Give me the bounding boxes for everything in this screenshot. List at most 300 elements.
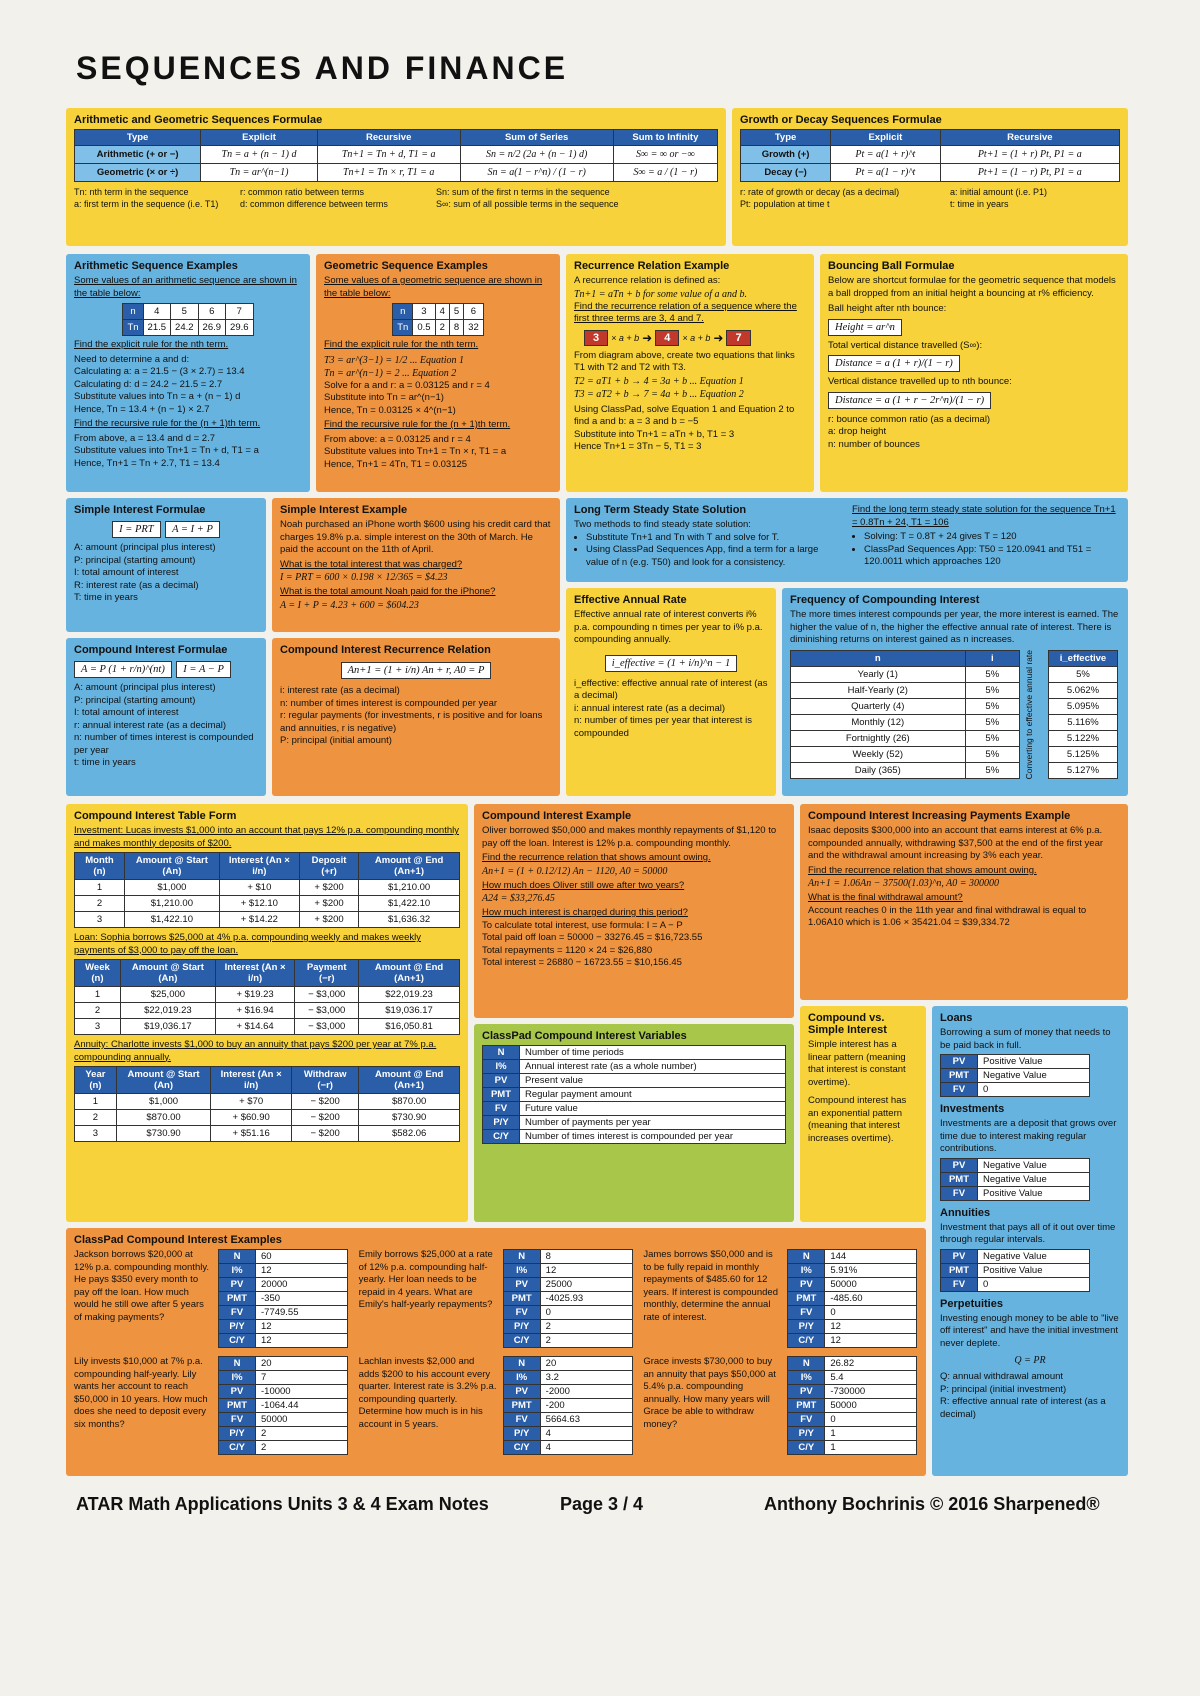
td: + $60.90	[211, 1110, 292, 1126]
kv-val: 12	[825, 1334, 917, 1348]
text-line: Hence Tn+1 = 3Tn − 5, T1 = 3	[574, 441, 702, 452]
var-desc: Number of payments per year	[520, 1116, 786, 1130]
kv-key: PMT	[941, 1172, 978, 1186]
frequency-card	[782, 588, 1128, 796]
kv-val: -350	[256, 1292, 348, 1306]
effective-rate-table	[1048, 650, 1118, 779]
freq-cell: Weekly (52)	[791, 746, 966, 762]
scenario-text: Annuity: Charlotte invests $1,000 to buy an annuity that pays $200 per year at 7% p.a. compounding annually.	[74, 1039, 437, 1063]
th: Withdraw (−r)	[292, 1067, 359, 1094]
cell: 5	[171, 304, 199, 320]
example-text: Emily borrows $25,000 at a rate of 12% p.a. compounding half-yearly. Her loan needs to be repaid in 4 years. What are Emily's half-yearly repayments?	[358, 1249, 493, 1310]
kv-key: PV	[941, 1055, 978, 1069]
kv-key: N	[219, 1250, 256, 1264]
arith-examples-heading: Arithmetic Sequence Examples	[74, 260, 238, 272]
working-line: Substitute values into Tn+1 = Tn × r, T1 = a	[324, 446, 507, 457]
th: Amount @ Start (An)	[124, 853, 219, 880]
question: Find the long term steady state solution for the sequence Tn+1 = 0.8Tn + 24, T1 = 106	[852, 504, 1116, 528]
intro-text: Some values of an arithmetic sequence are shown in the table below:	[74, 275, 297, 299]
answer-item: • Solving: T = 0.8T + 24 gives T = 120	[864, 531, 1120, 544]
working-line: Substitute values into Tn = a + (n − 1) d	[74, 391, 241, 402]
values-table	[122, 303, 253, 336]
annuities-heading: Annuities	[940, 1206, 991, 1219]
answer: An+1 = (1 + 0.12/12) An − 1120, A0 = 50000	[482, 865, 668, 877]
text-line: Tn+1 = aTn + b for some value of a and b.	[574, 288, 748, 300]
frequency-table	[790, 650, 1020, 779]
investments-text: Investments are a deposit that grows over time due to interest making regular contributions.	[940, 1118, 1117, 1154]
kv-key: PV	[788, 1278, 825, 1292]
td: 1	[75, 1094, 117, 1110]
question: Find the recursive rule for the (n + 1)th term.	[74, 418, 261, 429]
kv-key: I%	[788, 1371, 825, 1385]
kv-key: PV	[503, 1278, 540, 1292]
row-type: Decay (−)	[741, 164, 831, 182]
legend-item: d: common difference between terms	[240, 199, 388, 209]
answer: Total paid off loan = 50000 − 33276.45 = $16,723.55	[482, 932, 703, 943]
recurrence-heading: Recurrence Relation Example	[574, 260, 730, 272]
working-line: Calculating a: a = 21.5 − (3 × 2.7) = 13.4	[74, 366, 245, 377]
td: + $70	[211, 1094, 292, 1110]
legend-item: Q: annual withdrawal amount	[940, 1371, 1064, 1382]
growth-decay-card	[732, 108, 1128, 246]
kv-val: 0	[978, 1277, 1090, 1291]
kv-key: C/Y	[503, 1334, 540, 1348]
freq-cell: Fortnightly (26)	[791, 730, 966, 746]
simple-example-heading: Simple Interest Example	[280, 504, 408, 516]
arith-geo-formulae-card	[66, 108, 726, 246]
var-key: PMT	[483, 1088, 520, 1102]
kv-val: 12	[825, 1320, 917, 1334]
effective-formula: i_effective = (1 + i/n)^n − 1	[605, 655, 737, 672]
classpad-examples-heading: ClassPad Compound Interest Examples	[74, 1234, 282, 1246]
kv-val: 4	[540, 1441, 632, 1455]
cell: 7	[226, 304, 254, 320]
td: + $200	[299, 880, 358, 896]
kv-key: I%	[219, 1264, 256, 1278]
cell: n	[123, 304, 143, 320]
kv-val: 0	[825, 1306, 917, 1320]
td: + $14.64	[215, 1019, 295, 1035]
legend-item: r: common ratio between terms	[240, 187, 365, 197]
freq-cell: 5.125%	[1049, 746, 1118, 762]
row-explicit: Tn = a + (n − 1) d	[201, 146, 318, 164]
example-block	[359, 1249, 634, 1348]
formula-label: Ball height after nth bounce:	[828, 303, 947, 314]
kv-key: N	[219, 1357, 256, 1371]
question: What is the final withdrawal amount?	[808, 892, 963, 903]
example-text: Jackson borrows $20,000 at 12% p.a. compounding monthly. He pays $350 every month to pay off the loan. How much would he still owe after 5 years of making payments?	[74, 1249, 210, 1323]
legend-item: i: annual interest rate (as a decimal)	[574, 702, 726, 714]
td: $19,036.17	[120, 1019, 215, 1035]
working-line: Calculating d: d = 24.2 − 21.5 = 2.7	[74, 378, 223, 390]
recurrence-diagram	[584, 330, 806, 346]
annuities-table	[940, 1249, 1090, 1292]
kv-key: I%	[219, 1371, 256, 1385]
freq-cell: 5.095%	[1049, 698, 1118, 714]
loan-table	[74, 959, 460, 1035]
kv-val: 8	[540, 1250, 632, 1264]
var-desc: Number of time periods	[520, 1046, 786, 1060]
question: What is the total amount Noah paid for the iPhone?	[280, 586, 496, 597]
loans-text: Borrowing a sum of money that needs to be paid back in full.	[940, 1027, 1111, 1051]
kv-val: 12	[256, 1334, 348, 1348]
compound-vs-simple-card	[800, 1006, 926, 1222]
th: Year (n)	[75, 1067, 117, 1094]
legend-item: R: interest rate (as a decimal)	[74, 579, 199, 591]
loans-table	[940, 1054, 1090, 1097]
td: + $12.10	[219, 896, 299, 912]
perpetuities-text: Investing enough money to be able to "live off interest" and have the initial investment never deplete.	[940, 1312, 1119, 1349]
kv-key: C/Y	[788, 1441, 825, 1455]
td: $1,422.10	[124, 912, 219, 928]
kv-val: Negative Value	[978, 1249, 1090, 1263]
kv-val: Negative Value	[978, 1069, 1090, 1083]
td: $1,636.32	[359, 912, 460, 928]
row-inf: S∞ = a / (1 − r)	[613, 164, 717, 182]
recurrence-relation-card	[272, 638, 560, 796]
th: Week (n)	[75, 960, 121, 987]
answer: An+1 = 1.06An − 37500(1.03)^n, A0 = 300000	[808, 878, 1000, 889]
increasing-payments-card	[800, 804, 1128, 1000]
scenario-text: Investment: Lucas invests $1,000 into an account that pays 12% p.a. compounding monthly and makes monthly deposits of $200.	[74, 825, 459, 849]
legend-item: i: interest rate (as a decimal)	[280, 685, 400, 696]
cell: 5	[449, 304, 463, 320]
simple-amount-formula: A = I + P	[165, 521, 220, 538]
row-recursive: Pt+1 = (1 + r) Pt, P1 = a	[940, 146, 1119, 164]
text-line: T2 = aT1 + b → 4 = 3a + b ... Equation 1	[574, 375, 744, 387]
td: − $200	[292, 1126, 359, 1142]
kv-key: C/Y	[788, 1334, 825, 1348]
kv-key: I%	[788, 1264, 825, 1278]
recurrence-formula: An+1 = (1 + i/n) An + r, A0 = P	[341, 662, 492, 679]
var-key: PV	[483, 1074, 520, 1088]
kv-key: FV	[788, 1306, 825, 1320]
arrow-icon: ➜	[713, 330, 724, 345]
nth-distance-formula: Distance = a (1 + r − 2r^n)/(1 − r)	[828, 392, 991, 409]
kv-key: PMT	[941, 1069, 978, 1083]
perpetuity-formula: Q = PR	[1014, 1355, 1046, 1366]
cell: Tn	[393, 320, 413, 336]
freq-cell: Half-Yearly (2)	[791, 682, 966, 698]
arith-examples-card	[66, 254, 310, 492]
kv-key: I%	[503, 1264, 540, 1278]
kv-val: -4025.93	[540, 1292, 632, 1306]
example-block	[643, 1356, 918, 1455]
kv-val: -2000	[540, 1385, 632, 1399]
kv-key: N	[788, 1250, 825, 1264]
question: Find the recurrence relation of a sequence where the first three terms are 3, 4 and 7.	[574, 300, 797, 324]
steady-state-card	[566, 498, 1128, 582]
kv-val: Positive Value	[978, 1263, 1090, 1277]
kv-key: C/Y	[219, 1441, 256, 1455]
legend-item: P: principal (initial amount)	[280, 735, 392, 746]
row-explicit: Tn = ar^(n−1)	[201, 164, 318, 182]
cell: 24.2	[171, 320, 199, 336]
kv-val: 1	[825, 1441, 917, 1455]
simple-interest-formula: I = PRT	[112, 521, 161, 538]
classpad-examples-card	[66, 1228, 926, 1476]
kv-key: PMT	[788, 1292, 825, 1306]
question: Find the recurrence relation that shows amount owing.	[482, 852, 711, 863]
freq-cell: 5.122%	[1049, 730, 1118, 746]
kv-key: PV	[219, 1278, 256, 1292]
kv-val: 50000	[256, 1413, 348, 1427]
legend-item: P: principal (starting amount)	[74, 554, 196, 566]
td: 2	[75, 1110, 117, 1126]
row-explicit: Pt = a(1 + r)^t	[831, 146, 940, 164]
term-box: 3	[584, 330, 608, 346]
annuity-table	[74, 1066, 460, 1142]
kv-key: PMT	[503, 1292, 540, 1306]
td: + $200	[299, 896, 358, 912]
legend-item: Sn: sum of the first n terms in the sequence	[436, 187, 610, 197]
legend-item: n: number of bounces	[828, 438, 920, 450]
col-n: n	[791, 650, 966, 666]
example-values	[787, 1356, 917, 1455]
frequency-heading: Frequency of Compounding Interest	[790, 594, 980, 606]
term-box: 4	[655, 330, 679, 346]
kv-val: 2	[540, 1334, 632, 1348]
kv-key: N	[788, 1357, 825, 1371]
loans-card	[932, 1006, 1128, 1476]
row-sum: Sn = n/2 (2a + (n − 1) d)	[460, 146, 613, 164]
col-recursive: Recursive	[940, 130, 1119, 146]
kv-key: PMT	[219, 1399, 256, 1413]
td: − $3,000	[295, 1019, 359, 1035]
row-type: Arithmetic (+ or −)	[75, 146, 201, 164]
kv-key: FV	[941, 1277, 978, 1291]
kv-key: PMT	[503, 1399, 540, 1413]
arrow-label: × a + b	[611, 332, 640, 343]
td: $19,036.17	[359, 1003, 460, 1019]
scenario-text: Loan: Sophia borrows $25,000 at 4% p.a. compounding weekly and makes weekly payments of $3,000 to pay off the loan.	[74, 932, 421, 956]
col-type: Type	[741, 130, 831, 146]
row-inf: S∞ = ∞ or −∞	[613, 146, 717, 164]
freq-cell: 5%	[965, 698, 1019, 714]
th: Deposit (+r)	[299, 853, 358, 880]
question: Find the explicit rule for the nth term.	[74, 339, 229, 350]
classpad-vars-table	[482, 1045, 786, 1144]
kv-key: PV	[503, 1385, 540, 1399]
legend-item: A: amount (principal plus interest)	[74, 542, 216, 553]
arith-geo-heading: Arithmetic and Geometric Sequences Formulae	[74, 114, 323, 126]
answer: Total repayments = 1120 × 24 = $26,880	[482, 944, 653, 956]
cvs-text: Compound interest has an exponential pattern (meaning that interest increases overtime).	[808, 1095, 907, 1144]
method-item: • Using ClassPad Sequences App, find a term for a large value of n (e.g. T50) and look for a consistency.	[586, 544, 842, 569]
frequency-text: The more times interest compounds per year, the more interest is earned. The higher the value of n, the higher the effective annual rate of interest. There is diminishing returns on interest gained as n increases.	[790, 609, 1119, 645]
annuities-text: Investment that pays all of it out over time through regular intervals.	[940, 1221, 1116, 1245]
row-type: Growth (+)	[741, 146, 831, 164]
legend-item: i_effective: effective annual rate of interest (as a decimal)	[574, 677, 768, 701]
example-block	[74, 1356, 349, 1455]
kv-key: P/Y	[788, 1427, 825, 1441]
table-form-card	[66, 804, 468, 1222]
legend-item: I: total amount of interest	[74, 567, 179, 578]
td: 3	[75, 1126, 117, 1142]
legend-item: I: total amount of interest	[74, 707, 179, 718]
kv-val: 25000	[540, 1278, 632, 1292]
formula-label: Total vertical distance travelled (S∞):	[828, 339, 983, 351]
kv-key: FV	[788, 1413, 825, 1427]
growth-decay-table	[740, 129, 1120, 182]
example-block	[74, 1249, 349, 1348]
th: Interest (An × i/n)	[211, 1067, 292, 1094]
investments-heading: Investments	[940, 1103, 1005, 1115]
example-block	[643, 1249, 918, 1348]
kv-val: -1064.44	[256, 1399, 348, 1413]
intro-text: Some values of a geometric sequence are shown in the table below:	[324, 275, 543, 299]
th: Interest (An × i/n)	[219, 853, 299, 880]
kv-val: 2	[256, 1441, 348, 1455]
text-line: Using ClassPad, solve Equation 1 and Equation 2 to find a and b: a = 3 and b = −5	[574, 403, 795, 427]
freq-cell: 5.116%	[1049, 714, 1118, 730]
kv-key: PV	[941, 1158, 978, 1172]
simple-formula-heading: Simple Interest Formulae	[74, 504, 206, 516]
td: 2	[75, 896, 125, 912]
cell: 3	[413, 304, 435, 320]
method-item: • Substitute Tn+1 and Tn with T and solve for T.	[586, 532, 842, 545]
example-values	[503, 1356, 633, 1455]
kv-val: -200	[540, 1399, 632, 1413]
working-line: Hence, Tn+1 = Tn + 2.7, T1 = 13.4	[74, 457, 220, 469]
freq-cell: 5%	[965, 730, 1019, 746]
effective-text: Effective annual rate of interest converts i% p.a. compounding n times per year to i% p.a. compounding annually.	[574, 609, 763, 645]
example-block	[359, 1356, 634, 1455]
kv-val: Negative Value	[978, 1172, 1090, 1186]
legend-item: r: annual interest rate (as a decimal)	[74, 719, 227, 731]
td: + $200	[299, 912, 358, 928]
kv-val: 12	[256, 1264, 348, 1278]
legend-item: n: number of times interest is compounded per year	[74, 732, 254, 756]
var-desc: Present value	[520, 1074, 786, 1088]
td: 2	[75, 1003, 121, 1019]
question: Find the recurrence relation that shows amount owing.	[808, 864, 1037, 876]
kv-val: 50000	[825, 1278, 917, 1292]
kv-val: 12	[540, 1264, 632, 1278]
kv-key: N	[503, 1250, 540, 1264]
answer: A = I + P = 4.23 + 600 = $604.23	[280, 599, 419, 611]
bouncing-ball-card	[820, 254, 1128, 492]
simple-interest-formulae-card	[66, 498, 266, 632]
text-line: A recurrence relation is defined as:	[574, 275, 721, 286]
td: $1,000	[124, 880, 219, 896]
col-explicit: Explicit	[831, 130, 940, 146]
cell: 21.5	[143, 320, 171, 336]
legend-item: P: principal (starting amount)	[74, 694, 196, 706]
td: + $16.94	[215, 1003, 295, 1019]
term-box: 7	[726, 330, 750, 346]
td: $870.00	[116, 1110, 211, 1126]
classpad-vars-heading: ClassPad Compound Interest Variables	[482, 1030, 687, 1042]
kv-key: FV	[941, 1083, 978, 1097]
example-text: Grace invests $730,000 to buy an annuity that pays $50,000 at 5.4% p.a. compounding annually. How many years will Grace be able to withdraw money?	[643, 1356, 776, 1430]
total-distance-formula: Distance = a (1 + r)/(1 − r)	[828, 355, 960, 372]
legend-item: a: initial amount (i.e. P1)	[950, 187, 1048, 197]
working-line: T3 = ar^(3−1) = 1/2 ... Equation 1	[324, 354, 465, 366]
compound-formula-heading: Compound Interest Formulae	[74, 644, 228, 656]
kv-key: PMT	[788, 1399, 825, 1413]
kv-key: P/Y	[219, 1427, 256, 1441]
legend-item: S∞: sum of all possible terms in the sequence	[436, 199, 619, 209]
example-text: James borrows $50,000 and is to be fully repaid in monthly repayments of $485.60 for 12 years. If interest is compounded monthly, determine the annual rate of interest.	[643, 1249, 778, 1323]
page-title: SEQUENCES AND FINANCE	[76, 50, 569, 86]
investments-table	[940, 1158, 1090, 1201]
td: $582.06	[359, 1126, 460, 1142]
kv-key: PMT	[941, 1263, 978, 1277]
td: + $14.22	[219, 912, 299, 928]
td: + $51.16	[211, 1126, 292, 1142]
kv-key: P/Y	[503, 1320, 540, 1334]
kv-key: C/Y	[219, 1334, 256, 1348]
freq-cell: Quarterly (4)	[791, 698, 966, 714]
td: $16,050.81	[359, 1019, 460, 1035]
cell: 0.5	[413, 320, 435, 336]
example-text: Isaac deposits $300,000 into an account that earns interest at 6% p.a. compounded annually, withdrawing $37,500 at the end of the first year and the withdrawal amount increasing by 3% each year.	[808, 825, 1104, 861]
cell: 4	[143, 304, 171, 320]
td: − $200	[292, 1110, 359, 1126]
row-recursive: Tn+1 = Tn × r, T1 = a	[317, 164, 460, 182]
answer: A24 = $33,276.45	[482, 893, 555, 904]
effective-rate-card	[566, 588, 776, 796]
var-desc: Number of times interest is compounded per year	[520, 1130, 786, 1144]
text-line: Substitute into Tn+1 = aTn + b, T1 = 3	[574, 428, 735, 440]
legend-item: r: bounce common ratio (as a decimal)	[828, 413, 991, 425]
question: What is the total interest that was charged?	[280, 558, 463, 570]
example-text: Lily invests $10,000 at 7% p.a. compounding half-yearly. Lily wants her account to reach $50,000 in 10 years. How much does she need to deposit every six months?	[74, 1356, 208, 1430]
kv-val: 0	[825, 1413, 917, 1427]
kv-key: PMT	[219, 1292, 256, 1306]
cell: 8	[449, 320, 463, 336]
kv-key: N	[503, 1357, 540, 1371]
intro-text: Below are shortcut formulae for the geometric sequence that models a ball dropped from an initial height a bouncing at r% efficiency.	[828, 275, 1116, 299]
col-inf: Sum to Infinity	[613, 130, 717, 146]
kv-key: P/Y	[503, 1427, 540, 1441]
cell: Tn	[123, 320, 143, 336]
row-explicit: Pt = a(1 − r)^t	[831, 164, 940, 182]
kv-key: P/Y	[219, 1320, 256, 1334]
var-key: P/Y	[483, 1116, 520, 1130]
working-line: Tn = ar^(n−1) = 2 ... Equation 2	[324, 367, 457, 379]
example-values	[218, 1356, 348, 1455]
th: Month (n)	[75, 853, 125, 880]
col-i: i	[965, 650, 1019, 666]
kv-val: 26.82	[825, 1357, 917, 1371]
arrow-label: × a + b	[682, 332, 711, 343]
kv-key: FV	[219, 1306, 256, 1320]
answer: Account reaches 0 in the 11th year and final withdrawal is equal to 1.06A10 which is 1.06 × 35421.04 = $39,334.72	[808, 904, 1087, 928]
th: Amount @ End (An+1)	[359, 853, 460, 880]
col-i-effective: i_effective	[1049, 650, 1118, 666]
kv-val: 4	[540, 1427, 632, 1441]
footer-page: Page 3 / 4	[560, 1494, 644, 1514]
legend-item: T: time in years	[74, 592, 138, 603]
example-values	[218, 1249, 348, 1348]
var-key: C/Y	[483, 1130, 520, 1144]
freq-cell: 5%	[965, 762, 1019, 778]
legend-item: A: amount (principal plus interest)	[74, 682, 216, 693]
question: Find the explicit rule for the nth term.	[324, 339, 479, 350]
td: $730.90	[116, 1126, 211, 1142]
working-line: From above, a = 13.4 and d = 2.7	[74, 432, 216, 444]
row-sum: Sn = a(1 − r^n) / (1 − r)	[460, 164, 613, 182]
kv-val: Positive Value	[978, 1186, 1090, 1200]
cell: 26.9	[198, 320, 226, 336]
freq-cell: Daily (365)	[791, 762, 966, 778]
working-line: Hence, Tn = 13.4 + (n − 1) × 2.7	[74, 403, 210, 415]
cell: 4	[435, 304, 449, 320]
question: Find the recursive rule for the (n + 1)th term.	[324, 419, 511, 430]
kv-val: 3.2	[540, 1371, 632, 1385]
